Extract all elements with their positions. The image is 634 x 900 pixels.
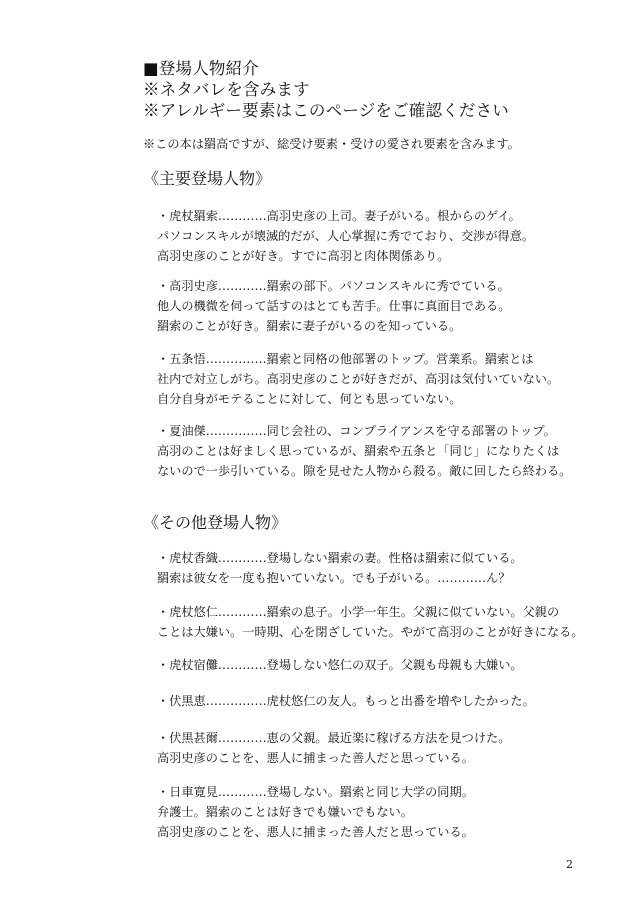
- entry-line: 弁護士。羂索のことは好きでも嫌いでもない。: [157, 805, 413, 819]
- disclaimer-note: ※この本は羂高ですが、総受け要素・受けの愛され要素を含みます。: [143, 137, 520, 151]
- entry-line: ・伏黒恵……………虎杖悠仁の友人。もっと出番を増やしたかった。: [157, 694, 535, 708]
- entry-line: 高羽史彦のことを、悪人に捕まった善人だと思っている。: [157, 751, 474, 765]
- entry-line: 高羽のことは好ましく思っているが、羂索や五条と「同じ」になりたくは: [157, 444, 560, 458]
- entry-line: パソコンスキルが壊滅的だが、人心掌握に秀でており、交渉が得意。: [157, 229, 535, 243]
- spoiler-note: ※ネタバレを含みます: [143, 80, 310, 99]
- entry-line: 高羽史彦のことを、悪人に捕まった善人だと思っている。: [157, 825, 474, 839]
- entry-line: ・虎杖羂索…………高羽史彦の上司。妻子がいる。根からのゲイ。: [157, 209, 521, 223]
- other-section-title: 《その他登場人物》: [143, 513, 288, 532]
- page-title: ■登場人物紹介: [143, 59, 259, 78]
- entry-line: 自分自身がモテることに対して、何とも思っていない。: [157, 392, 462, 406]
- entry-line: ・虎杖悠仁…………羂索の息子。小学一年生。父親に似ていない。父親の: [157, 605, 560, 619]
- entry-line: ・日車寛見…………登場しない。羂索と同じ大学の同期。: [157, 785, 474, 799]
- main-section-title: 《主要登場人物》: [143, 169, 272, 188]
- entry-line: ・五条悟……………羂索と同格の他部署のトップ。営業系。羂索とは: [157, 352, 534, 366]
- entry-line: ないので一歩引いている。隙を見せた人物から殺る。敵に回したら終わる。: [157, 464, 572, 478]
- entry-line: ・虎杖香織…………登場しない羂索の妻。性格は羂索に似ている。: [157, 551, 523, 565]
- entry-line: ・伏黒甚爾…………恵の父親。最近楽に稼げる方法を見つけた。: [157, 731, 511, 745]
- entry-line: 社内で対立しがち。高羽史彦のことが好きだが、高羽は気付いていない。: [157, 372, 560, 386]
- entry-line: 高羽史彦のことが好き。すでに高羽と肉体関係あり。: [157, 249, 450, 263]
- entry-line: 羂索は彼女を一度も抱いていない。でも子がいる。…………ん？: [157, 571, 511, 585]
- entry-line: ・高羽史彦…………羂索の部下。パソコンスキルに秀でている。: [157, 279, 510, 293]
- entry-line: ・虎杖宿儺…………登場しない悠仁の双子。父親も母親も大嫌い。: [157, 658, 523, 672]
- page-number: 2: [566, 858, 573, 871]
- entry-line: 羂索のことが好き。羂索に妻子がいるのを知っている。: [157, 319, 462, 333]
- allergy-note: ※アレルギー要素はこのページをご確認ください: [143, 101, 509, 120]
- entry-line: 他人の機微を伺って話すのはとても苦手。仕事に真面目である。: [157, 299, 511, 313]
- entry-line: ・夏油傑……………同じ会社の、コンプライアンスを守る部署のトップ。: [157, 424, 556, 438]
- entry-line: ことは大嫌い。一時期、心を閉ざしていた。やがて高羽のことが好きになる。: [157, 625, 584, 639]
